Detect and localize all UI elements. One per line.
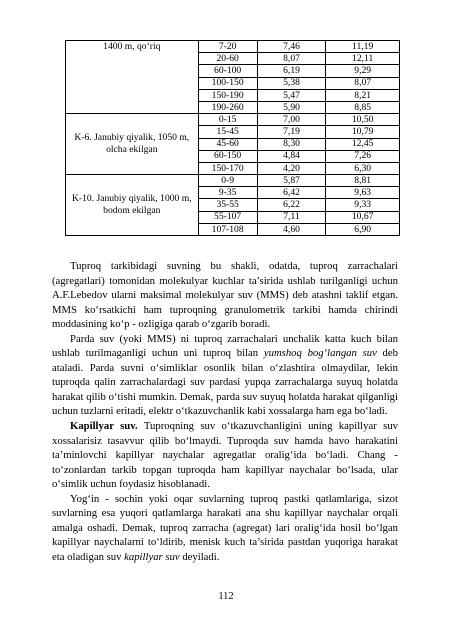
value-cell: 10,79 <box>326 126 400 138</box>
mms-cell: 5,38 <box>257 77 326 89</box>
text-run: Yog‘in - sochin yoki oqar suvlarning tuproq pastki qatlamlariga, sizot suvlarning esa yuqori qatlamlarga harakati ana shu kapillyar naychalar orqali amalga oshadi. Demak, tuproq zarracha (agregat) lari oralig‘ida hosil bo‘lgan kapillyar naychalarni to‘ldirib, menisk kuch ta’sirida pastdan yuqoriga harakat eta oladigan suv <box>52 492 398 563</box>
value-cell: 9,33 <box>326 199 400 211</box>
depth-cell: 0-9 <box>198 175 257 187</box>
mms-cell: 4,84 <box>257 150 326 162</box>
text-run: Parda suv (yoki MMS) ni tuproq zarrachalari unchalik katta kuch bilan ushlab turilmaganligi uchun uni tuproq bilan <box>52 332 398 360</box>
table-row <box>66 114 400 126</box>
mms-cell: 5,90 <box>257 101 326 113</box>
value-cell: 7,26 <box>326 150 400 162</box>
value-cell: 6,30 <box>326 162 400 174</box>
mms-cell: 6,22 <box>257 199 326 211</box>
term: kapillyar suv <box>124 550 180 563</box>
value-cell: 9,63 <box>326 187 400 199</box>
value-cell: 11,19 <box>326 41 400 53</box>
depth-cell: 0-15 <box>198 114 257 126</box>
depth-cell: 45-60 <box>198 138 257 150</box>
value-cell: 8,85 <box>326 101 400 113</box>
depth-cell: 100-150 <box>198 77 257 89</box>
mms-cell: 6,19 <box>257 65 326 77</box>
location-cell: 1400 m, qo‘riq <box>66 41 199 114</box>
value-cell: 12,45 <box>326 138 400 150</box>
depth-cell: 107-108 <box>198 223 257 235</box>
text-run: deyiladi. <box>179 550 220 563</box>
body-text <box>52 259 398 564</box>
term: yumshoq bog‘langan suv <box>263 347 377 360</box>
depth-cell: 190-260 <box>198 101 257 113</box>
page-number: 112 <box>218 591 234 602</box>
depth-cell: 15-45 <box>198 126 257 138</box>
value-cell: 8,81 <box>326 175 400 187</box>
table-body <box>66 41 400 236</box>
value-cell: 10,50 <box>326 114 400 126</box>
paragraph <box>52 259 398 332</box>
location-cell: K-10. Janubiy qiyalik, 1000 m, bodom ekilgan <box>66 175 199 236</box>
depth-cell: 150-170 <box>198 162 257 174</box>
table-row <box>66 41 400 53</box>
mms-cell: 7,00 <box>257 114 326 126</box>
mms-cell: 8,07 <box>257 53 326 65</box>
text-run: deb ataladi. Parda suvni o‘simliklar osonlik bilan o‘zlashtira olmaydilar, lekin tuproqda qalin zarrachalardagi suv pardasi yupqa zarrachalarga suyuq holatda harakat qilib o‘tishi mumkin. Demak, parda suv suyuq holatda harakat qilganligi uchun tuzlarni eritadi, elektr o‘tkazuvchanlik kabi xossalarga ham ega bo‘ladi. <box>52 347 398 418</box>
section-heading: Kapillyar suv. <box>70 420 138 433</box>
value-cell: 12,11 <box>326 53 400 65</box>
text-run: Tuproqning suv o‘tkazuvchanligini uning kapillyar suv xossalarisiz tasavvur qilib bo‘lmaydi. Tuproqda suv hamda havo harakatini ta’minlovchi kapillyar naychalar agregatlar oralig‘ida bo‘ladi. Chang - to‘zonlardan tarkib topgan tuproqda ham kapillyar naychalar bo‘lsada, ular o‘simlik uchun foydasiz hisoblanadi. <box>52 420 399 491</box>
value-cell: 8,21 <box>326 89 400 101</box>
depth-cell: 60-100 <box>198 65 257 77</box>
value-cell: 10,67 <box>326 211 400 223</box>
mms-cell: 7,19 <box>257 126 326 138</box>
paragraph <box>52 419 398 492</box>
depth-cell: 9-35 <box>198 187 257 199</box>
mms-cell: 5,87 <box>257 175 326 187</box>
depth-cell: 20-60 <box>198 53 257 65</box>
mms-cell: 5,47 <box>257 89 326 101</box>
mms-cell: 6,42 <box>257 187 326 199</box>
mms-cell: 7,11 <box>257 211 326 223</box>
location-cell: K-6. Janubiy qiyalik, 1050 m, olcha ekilgan <box>66 114 199 175</box>
table-row <box>66 175 400 187</box>
depth-cell: 55-107 <box>198 211 257 223</box>
mms-cell: 8,30 <box>257 138 326 150</box>
mms-cell: 4,20 <box>257 162 326 174</box>
value-cell: 9,29 <box>326 65 400 77</box>
text-run: Tuproq tarkibidagi suvning bu shakli, odatda, tuproq zarrachalari (agregatlari) tomonidan molekulyar kuchlar ta’sirida ushlab turilganligi uchun A.F.Lebedov ularni maksimal molekulyar suv (MMS) deb atashni taklif etgan. MMS ko‘rsatkichi ham tuproqning granulometrik tarkibi hamda chirindi moddasining ko‘p - ozligiga qarab o‘zgarib boradi. <box>52 260 398 331</box>
depth-cell: 7-20 <box>198 41 257 53</box>
paragraph <box>52 332 398 419</box>
mms-cell: 4,60 <box>257 223 326 235</box>
paragraph <box>52 492 398 565</box>
depth-cell: 60-150 <box>198 150 257 162</box>
value-cell: 6,90 <box>326 223 400 235</box>
depth-cell: 35-55 <box>198 199 257 211</box>
soil-data-table <box>65 40 400 236</box>
depth-cell: 150-190 <box>198 89 257 101</box>
mms-cell: 7,46 <box>257 41 326 53</box>
value-cell: 8,07 <box>326 77 400 89</box>
